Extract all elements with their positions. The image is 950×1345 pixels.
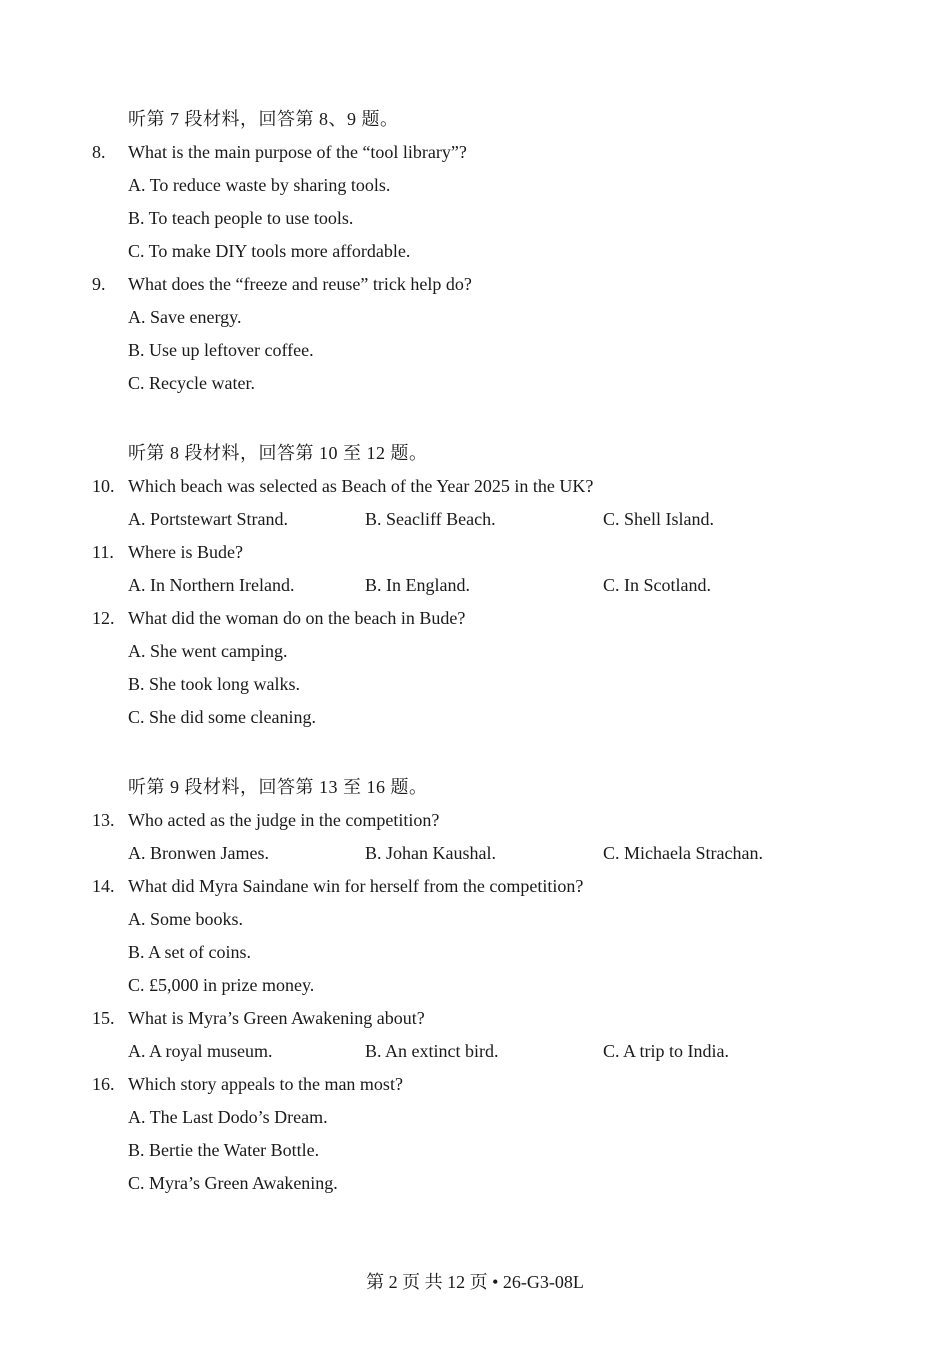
section-header-7: 听第 7 段材料，回答第 8、9 题。	[128, 109, 399, 129]
option-13-b: B. Johan Kaushal.	[365, 843, 496, 863]
option-9-c: C. Recycle water.	[128, 373, 255, 393]
question-text: What did the woman do on the beach in Bude?	[128, 608, 466, 628]
question-number: 10.	[92, 476, 115, 496]
option-11-a: A. In Northern Ireland.	[128, 575, 295, 595]
question-number: 16.	[92, 1074, 115, 1094]
question-text: Which story appeals to the man most?	[128, 1074, 403, 1094]
option-16-a: A. The Last Dodo’s Dream.	[128, 1107, 328, 1127]
question-text: Which beach was selected as Beach of the Year 2025 in the UK?	[128, 476, 594, 496]
option-10-a: A. Portstewart Strand.	[128, 509, 288, 529]
option-14-b: B. A set of coins.	[128, 942, 252, 962]
option-15-a: A. A royal museum.	[128, 1041, 273, 1061]
option-9-b: B. Use up leftover coffee.	[128, 340, 314, 360]
question-15	[92, 1008, 425, 1029]
question-13	[92, 810, 439, 831]
option-14-a: A. Some books.	[128, 909, 244, 929]
question-number: 15.	[92, 1008, 115, 1028]
question-text: What does the “freeze and reuse” trick help do?	[128, 274, 472, 294]
option-11-c: C. In Scotland.	[603, 575, 711, 595]
question-16	[92, 1074, 403, 1095]
option-8-a: A. To reduce waste by sharing tools.	[128, 175, 391, 195]
option-12-c: C. She did some cleaning.	[128, 707, 316, 727]
option-9-a: A. Save energy.	[128, 307, 242, 327]
option-10-c: C. Shell Island.	[603, 509, 714, 529]
question-text: What is the main purpose of the “tool library”?	[128, 142, 467, 162]
option-15-b: B. An extinct bird.	[365, 1041, 499, 1061]
question-9	[92, 274, 472, 295]
question-number: 11.	[92, 542, 114, 562]
question-11	[92, 542, 243, 563]
option-8-b: B. To teach people to use tools.	[128, 208, 354, 228]
question-number: 8.	[92, 142, 106, 162]
question-text: What did Myra Saindane win for herself from the competition?	[128, 876, 584, 896]
section-header-9: 听第 9 段材料，回答第 13 至 16 题。	[128, 777, 428, 797]
option-12-b: B. She took long walks.	[128, 674, 301, 694]
question-number: 9.	[92, 274, 106, 294]
question-text: Who acted as the judge in the competition?	[128, 810, 440, 830]
option-13-c: C. Michaela Strachan.	[603, 843, 763, 863]
question-12	[92, 608, 465, 629]
option-10-b: B. Seacliff Beach.	[365, 509, 496, 529]
option-16-b: B. Bertie the Water Bottle.	[128, 1140, 320, 1160]
option-15-c: C. A trip to India.	[603, 1041, 729, 1061]
option-13-a: A. Bronwen James.	[128, 843, 269, 863]
option-12-a: A. She went camping.	[128, 641, 288, 661]
question-number: 14.	[92, 876, 115, 896]
section-header-8: 听第 8 段材料，回答第 10 至 12 题。	[128, 443, 428, 463]
question-14	[92, 876, 583, 897]
question-10	[92, 476, 593, 497]
option-8-c: C. To make DIY tools more affordable.	[128, 241, 411, 261]
question-number: 12.	[92, 608, 115, 628]
page-footer: 第 2 页 共 12 页 • 26-G3-08L	[366, 1272, 584, 1292]
question-number: 13.	[92, 810, 115, 830]
question-8	[92, 142, 467, 163]
question-text: Where is Bude?	[128, 542, 243, 562]
option-16-c: C. Myra’s Green Awakening.	[128, 1173, 338, 1193]
option-11-b: B. In England.	[365, 575, 470, 595]
option-14-c: C. £5,000 in prize money.	[128, 975, 315, 995]
question-text: What is Myra’s Green Awakening about?	[128, 1008, 425, 1028]
